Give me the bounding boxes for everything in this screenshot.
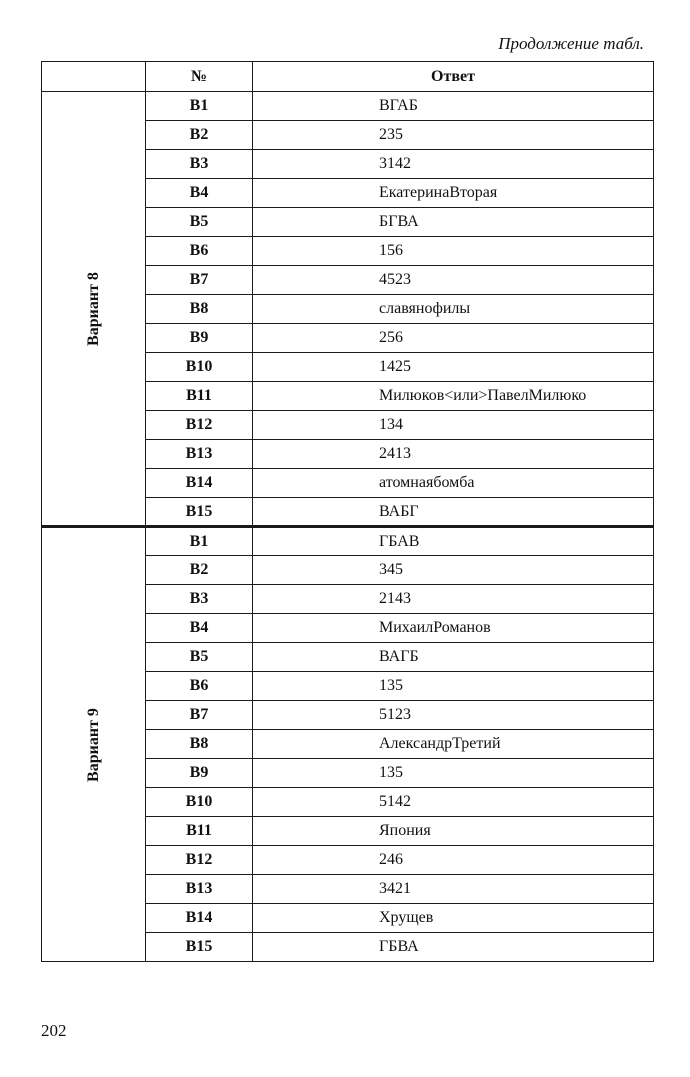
answer-cell: БГВА — [253, 208, 654, 237]
question-number-cell: B5 — [146, 208, 253, 237]
question-number-cell: B15 — [146, 498, 253, 527]
answer-cell: 345 — [253, 556, 654, 585]
answer-cell: Хрущев — [253, 904, 654, 933]
answer-cell: ВАБГ — [253, 498, 654, 527]
answer-cell: 2413 — [253, 440, 654, 469]
variant-cell — [42, 527, 146, 962]
question-number-cell: B7 — [146, 701, 253, 730]
question-number-cell: B5 — [146, 643, 253, 672]
question-number-cell: B1 — [146, 527, 253, 556]
answer-cell: ЕкатеринаВторая — [253, 179, 654, 208]
answer-cell: АлександрТретий — [253, 730, 654, 759]
answer-cell: славянофилы — [253, 295, 654, 324]
answer-cell: 256 — [253, 324, 654, 353]
question-number-cell: B4 — [146, 179, 253, 208]
question-number-cell: B13 — [146, 875, 253, 904]
answer-cell: ВАГБ — [253, 643, 654, 672]
answer-cell: 5123 — [253, 701, 654, 730]
question-number-cell: B13 — [146, 440, 253, 469]
table-header-row — [42, 62, 654, 92]
question-number-cell: B9 — [146, 324, 253, 353]
question-number-cell: B15 — [146, 933, 253, 962]
question-number-cell: B8 — [146, 295, 253, 324]
header-answer-cell: Ответ — [253, 62, 654, 92]
answer-cell: 1425 — [253, 353, 654, 382]
question-number-cell: B8 — [146, 730, 253, 759]
question-number-cell: B6 — [146, 237, 253, 266]
question-number-cell: B1 — [146, 92, 253, 121]
answer-cell: 235 — [253, 121, 654, 150]
table-row — [42, 527, 654, 556]
question-number-cell: B11 — [146, 382, 253, 411]
answer-cell: ГБАВ — [253, 527, 654, 556]
answer-cell: ГБВА — [253, 933, 654, 962]
question-number-cell: B7 — [146, 266, 253, 295]
question-number-cell: B11 — [146, 817, 253, 846]
question-number-cell: B2 — [146, 556, 253, 585]
answer-cell: 134 — [253, 411, 654, 440]
question-number-cell: B14 — [146, 469, 253, 498]
variant-label: Вариант 8 — [84, 271, 102, 346]
answer-cell: Милюков<или>ПавелМилюко — [253, 382, 654, 411]
question-number-cell: B4 — [146, 614, 253, 643]
header-variant-cell — [42, 62, 146, 92]
question-number-cell: B9 — [146, 759, 253, 788]
answer-cell: 156 — [253, 237, 654, 266]
answer-cell: 3421 — [253, 875, 654, 904]
question-number-cell: B3 — [146, 150, 253, 179]
answer-cell: 135 — [253, 672, 654, 701]
answer-cell: 4523 — [253, 266, 654, 295]
header-num-cell: № — [146, 62, 253, 92]
answer-cell: 3142 — [253, 150, 654, 179]
table-row — [42, 92, 654, 121]
question-number-cell: B10 — [146, 788, 253, 817]
page-number: 202 — [41, 1021, 67, 1040]
answer-cell: МихаилРоманов — [253, 614, 654, 643]
variant-cell — [42, 92, 146, 527]
question-number-cell: B12 — [146, 411, 253, 440]
question-number-cell: B6 — [146, 672, 253, 701]
answer-cell: 5142 — [253, 788, 654, 817]
continuation-note: Продолжение табл. — [498, 34, 644, 53]
question-number-cell: B10 — [146, 353, 253, 382]
answer-cell: ВГАБ — [253, 92, 654, 121]
question-number-cell: B3 — [146, 585, 253, 614]
question-number-cell: B12 — [146, 846, 253, 875]
answer-cell: Япония — [253, 817, 654, 846]
answer-cell: атомнаябомба — [253, 469, 654, 498]
question-number-cell: B2 — [146, 121, 253, 150]
answer-cell: 2143 — [253, 585, 654, 614]
table-body — [42, 92, 654, 962]
answer-cell: 246 — [253, 846, 654, 875]
answer-cell: 135 — [253, 759, 654, 788]
question-number-cell: B14 — [146, 904, 253, 933]
variant-label: Вариант 9 — [84, 707, 102, 782]
answers-table — [41, 61, 654, 962]
